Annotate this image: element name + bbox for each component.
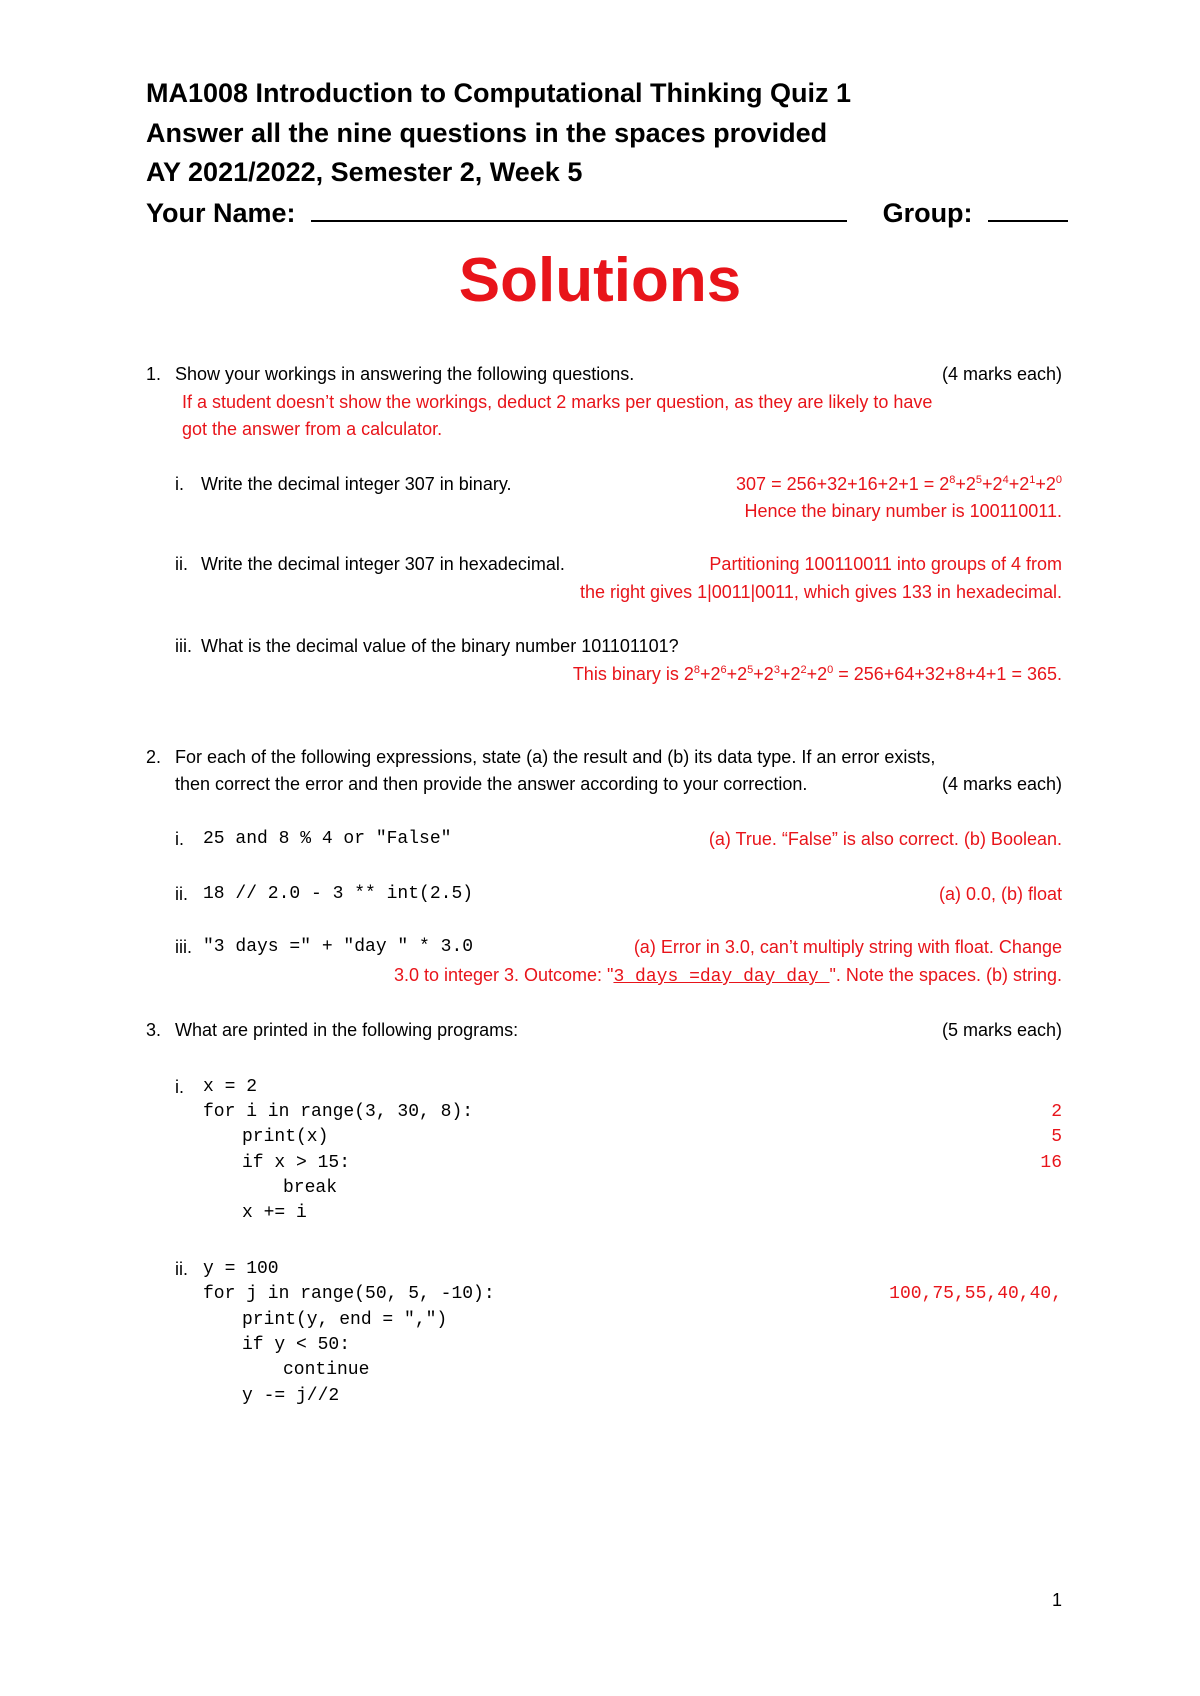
- q2-line2: then correct the error and then provide the answer according to your correction.: [175, 774, 808, 794]
- name-blank[interactable]: [311, 196, 847, 222]
- code-line: y = 100: [203, 1259, 279, 1279]
- q2-iii-answer-line2: 3.0 to integer 3. Outcome: "3 days =day day day ". Note the spaces. (b) string.: [393, 965, 1062, 987]
- q3-ii-number: ii.: [175, 1259, 188, 1279]
- code-line: break: [283, 1178, 338, 1198]
- q2-i-answer: (a) True. “False” is also correct. (b) Boolean.: [708, 829, 1062, 849]
- code-line: print(y, end = ","): [242, 1310, 448, 1330]
- quiz-title: MA1008 Introduction to Computational Thinking Quiz 1: [146, 78, 851, 108]
- q3-ii-output: 100,75,55,40,40,: [889, 1284, 1062, 1304]
- q3-i-number: i.: [175, 1077, 184, 1097]
- q1-i-text: Write the decimal integer 307 in binary.: [201, 474, 512, 494]
- q1-i-answer-line2: Hence the binary number is 100110011.: [744, 501, 1062, 521]
- q1-ii-text: Write the decimal integer 307 in hexadecimal.: [201, 554, 565, 574]
- q1-prompt: Show your workings in answering the following questions.: [175, 364, 635, 384]
- term: AY 2021/2022, Semester 2, Week 5: [146, 157, 583, 187]
- name-group-line: [146, 196, 1068, 228]
- group-blank[interactable]: [988, 196, 1068, 222]
- q1-i-number: i.: [175, 474, 184, 494]
- q2-iii-number: iii.: [175, 937, 192, 957]
- code-line: x += i: [242, 1203, 307, 1223]
- q2-iii-outcome-code: 3 days =day day day: [613, 967, 830, 987]
- name-label: Your Name:: [146, 198, 296, 228]
- code-line: if x > 15:: [242, 1153, 351, 1173]
- code-line: x = 2: [203, 1077, 258, 1097]
- q1-note-line1: If a student doesn’t show the workings, deduct 2 marks per question, as they are likely to have: [182, 392, 933, 412]
- q3-number: 3.: [146, 1020, 162, 1040]
- code-line: for i in range(3, 30, 8):: [203, 1102, 474, 1122]
- q1-ii-number: ii.: [175, 554, 188, 574]
- q3-prompt: What are printed in the following programs:: [175, 1020, 519, 1040]
- code-line: y -= j//2: [242, 1386, 340, 1406]
- code-line: for j in range(50, 5, -10):: [203, 1284, 495, 1304]
- q1-iii-text: What is the decimal value of the binary number 101101101?: [201, 636, 679, 656]
- q3-marks: (5 marks each): [941, 1020, 1062, 1040]
- instructions: Answer all the nine questions in the spaces provided: [146, 118, 828, 148]
- solutions-title: Solutions: [458, 246, 742, 315]
- q3-i-output-line: 5: [1051, 1127, 1062, 1147]
- code-line: continue: [283, 1360, 370, 1380]
- q2-i-code: 25 and 8 % 4 or "False": [203, 829, 452, 849]
- q1-note-line2: got the answer from a calculator.: [182, 419, 443, 439]
- q1-i-answer-line1: $307 = 256+32+16+2+1 = 2^8+2^5+2^4+2^1+2^0$: [736, 474, 1062, 494]
- q3-i-output-line: 2: [1051, 1102, 1062, 1122]
- q1-ii-answer-line1: Partitioning 100110011 into groups of 4 from: [709, 554, 1062, 574]
- code-line: print(x): [242, 1127, 329, 1147]
- q2-ii-answer: (a) 0.0, (b) float: [938, 884, 1062, 904]
- q2-marks: (4 marks each): [941, 774, 1062, 794]
- page-number: 1: [1052, 1590, 1063, 1610]
- group-label: Group:: [882, 198, 973, 228]
- q2-iii-code: "3 days =" + "day " * 3.0: [203, 937, 474, 957]
- q1-iii-answer: This binary is $2^8+2^6+2^5+2^3+2^2+2^0 = 256+64+32+8+4+1 = 365$.: [572, 664, 1062, 684]
- q2-ii-number: ii.: [175, 884, 188, 904]
- q2-iii-answer-line1: (a) Error in 3.0, can’t multiply string with float. Change: [633, 937, 1062, 957]
- q2-i-number: i.: [175, 829, 184, 849]
- q1-ii-answer-line2: the right gives 1|0011|0011, which gives 133 in hexadecimal.: [580, 582, 1062, 602]
- q3-i-output-line: 16: [1040, 1153, 1062, 1173]
- code-line: if y < 50:: [242, 1335, 351, 1355]
- q1-iii-number: iii.: [175, 636, 192, 656]
- q1-marks: (4 marks each): [941, 364, 1062, 384]
- q2-number: 2.: [146, 747, 162, 767]
- q2-ii-code: 18 // 2.0 - 3 ** int(2.5): [203, 884, 474, 904]
- q1-number: 1.: [146, 364, 162, 384]
- q2-line1: For each of the following expressions, state (a) the result and (b) its data type. If an error exists,: [175, 747, 936, 767]
